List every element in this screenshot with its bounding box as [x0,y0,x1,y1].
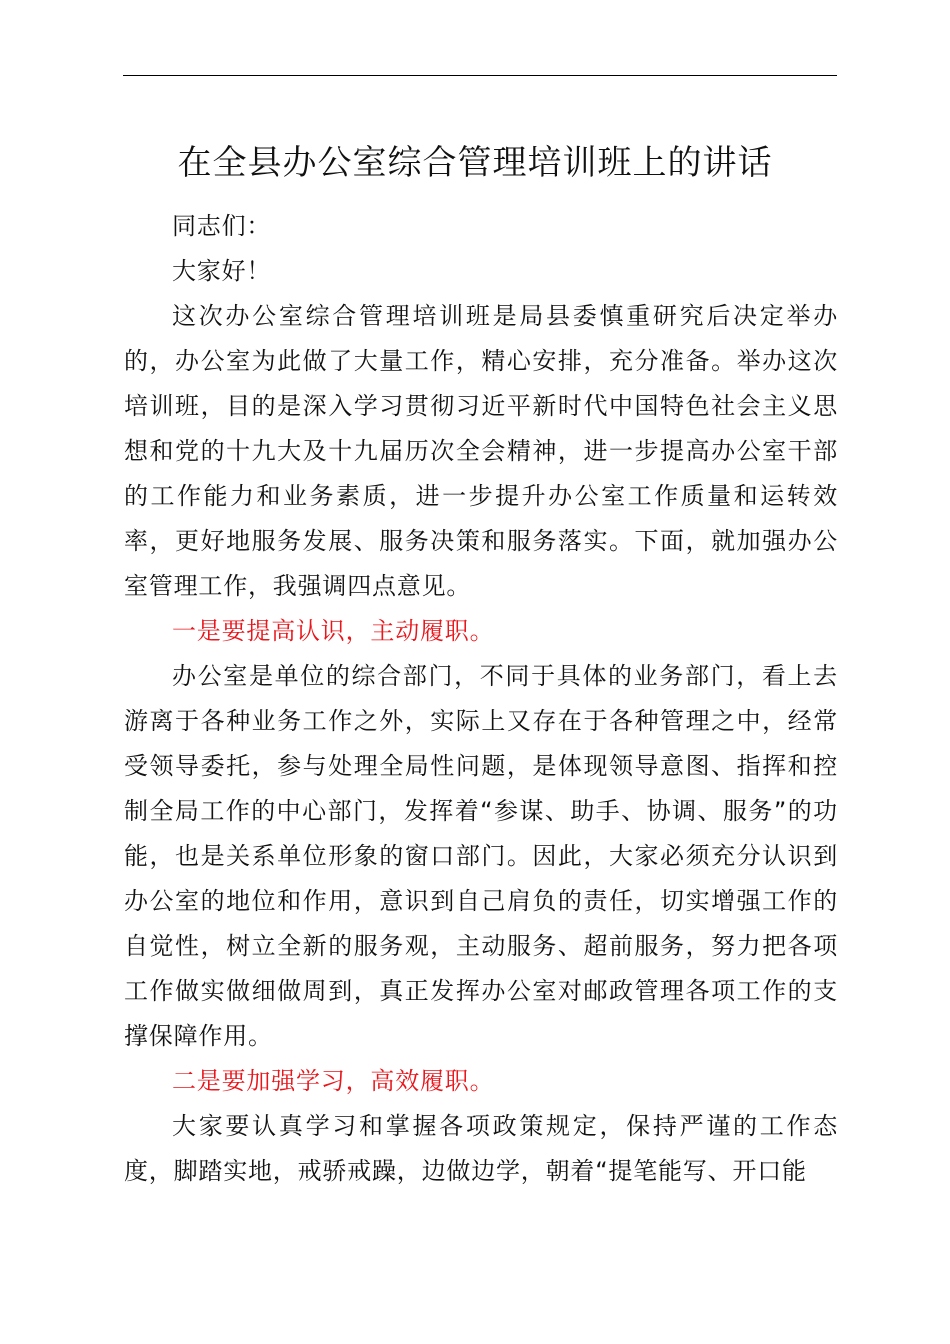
document-body [124,204,838,1194]
paragraph-section-1: 办公室是单位的综合部门，不同于具体的业务部门，看上去游离于各种业务工作之外，实际上又存在于各种管理之中，经常受领导委托，参与处理全局性问题，是体现领导意图、指挥和控制全局工作的中心部门，发挥着“参谋、助手、协调、服务”的功能，也是关系单位形象的窗口部门。因此，大家必须充分认识到办公室的地位和作用，意识到自己肩负的责任，切实增强工作的自觉性，树立全新的服务观，主动服务、超前服务，努力把各项工作做实做细做周到，真正发挥办公室对邮政管理各项工作的支撑保障作用。 [124,662,838,1050]
section-heading-1: 一是要提高认识，主动履职。 [172,617,495,645]
section-heading-2: 二是要加强学习，高效履职。 [172,1067,495,1095]
paragraph-intro: 这次办公室综合管理培训班是局县委慎重研究后决定举办的，办公室为此做了大量工作，精心安排，充分准备。举办这次培训班，目的是深入学习贯彻习近平新时代中国特色社会主义思想和党的十九大及十九届历次全会精神，进一步提高办公室干部的工作能力和业务素质，进一步提升办公室工作质量和运转效率，更好地服务发展、服务决策和服务落实。下面，就加强办公室管理工作，我强调四点意见。 [124,302,838,600]
document-title: 在全县办公室综合管理培训班上的讲话 [177,143,773,183]
paragraph-section-2: 大家要认真学习和掌握各项政策规定，保持严谨的工作态度，脚踏实地，戒骄戒躁，边做边学，朝着“提笔能写、开口能 [124,1112,838,1185]
header-rule [123,75,837,76]
salutation: 同志们： [172,212,272,240]
greeting: 大家好！ [172,257,272,285]
